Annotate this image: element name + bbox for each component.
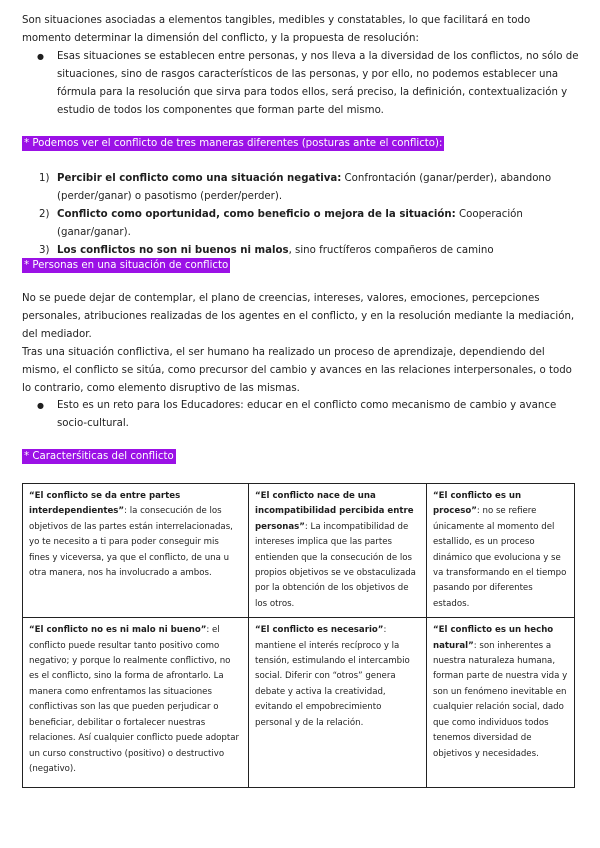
cell-text: : La incompatibilidad de intereses implica que las partes entienden que la consecución de los propios objetivos se ve obstaculizada por la obtención de los objetivos de los otros.: [255, 521, 416, 609]
posture-title: Percibir el conflicto como una situación negativa:: [57, 173, 342, 184]
table-cell: [23, 484, 249, 618]
table-cell: [23, 618, 249, 788]
paragraph-learning: Tras una situación conflictiva, el ser humano ha realizado un proceso de aprendizaje, dependiendo del mismo, el conflicto se sitúa, como precursor del cambio y avances en las relaciones interpersonales, o todo lo contrario, como elemento disruptivo de las mismas.: [22, 347, 572, 394]
cell-title: “El conflicto es necesario”: [255, 625, 384, 636]
section-heading-postures: * Podemos ver el conflicto de tres maneras diferentes (posturas ante el conflicto):: [24, 138, 443, 149]
cell-title: “El conflicto es un proceso”: [433, 491, 522, 517]
postures-list: [22, 170, 592, 260]
cell-title: “El conflicto se da entre partes interdependientes”: [29, 491, 181, 517]
bullet-item: ● Esto es un reto para los Educadores: educar en el conflicto como mecanismo de cambio y avance socio-cultural.: [22, 397, 582, 433]
table-cell: [427, 484, 575, 618]
bullet-list-educators: [22, 397, 582, 433]
characteristics-table: [22, 483, 575, 788]
cell-text: : mantiene el interés recíproco y la tensión, estimulando el intercambio social. Diferir con “otros” genera debate y activa la creatividad, evitando el empobrecimiento personal y de la relación.: [255, 625, 410, 728]
cell-text: : la consecución de los objetivos de las partes están interrelacionadas, yo te necesito a ti para poder conseguir mis fines y viceversa, ya que el conflicto, de una u otra manera, nos ha involucrado a ambos.: [29, 506, 233, 579]
posture-number: 1): [39, 173, 50, 184]
posture-text: Cooperación (ganar/ganar).: [57, 209, 523, 238]
bullet-item: ● Esas situaciones se establecen entre personas, y nos lleva a la diversidad de los conflictos, no sólo de situaciones, sino de rasgos característicos de las personas, y por ello, no podemos establecer una fórmula para la resolución que sirva para todos ellos, será preciso, la definición, contextualización y estudio de todos los componentes que forman parte del mismo.: [22, 48, 592, 120]
cell-title: “El conflicto no es ni malo ni bueno”: [29, 625, 207, 636]
cell-text: : son inherentes a nuestra naturaleza humana, forman parte de nuestra vida y son un fenómeno inevitable en cualquier relación social, dado que como individuos todos tenemos diversidad de objetivos y necesidades.: [433, 640, 568, 759]
table-cell: [249, 484, 427, 618]
cell-text: : no se refiere únicamente al momento del estallido, es un proceso dinámico que evoluciona y se va transformando en el tiempo pasando por diferentes estados.: [433, 506, 567, 609]
intro-paragraph: Son situaciones asociadas a elementos tangibles, medibles y constatables, lo que facilitará en todo momento determinar la dimensión del conflicto, y la propuesta de resolución:: [22, 15, 531, 44]
posture-number: 3): [39, 245, 50, 256]
table-cell: [427, 618, 575, 788]
table-row: [23, 484, 575, 618]
posture-title: Conflicto como oportunidad, como beneficio o mejora de la situación:: [57, 209, 456, 220]
posture-number: 2): [39, 209, 50, 220]
posture-text: Confrontación (ganar/perder), abandono (perder/ganar) o pasotismo (perder/perder).: [57, 173, 552, 202]
section-heading-persons: * Personas en una situación de conflicto: [24, 260, 229, 271]
posture-item: [22, 170, 592, 206]
cell-title: “El conflicto es un hecho natural”: [433, 625, 554, 651]
bullet-list-situations: [22, 48, 592, 120]
paragraph-beliefs: No se puede dejar de contemplar, el plano de creencias, intereses, valores, emociones, percepciones personales, atribuciones realizadas de los agentes en el conflicto, y en la resolución mediante la mediación, del mediador.: [22, 293, 575, 340]
posture-item: [22, 206, 592, 242]
table-row: [23, 618, 575, 788]
posture-text: , sino fructíferos compañeros de camino: [288, 245, 494, 256]
table-cell: [249, 618, 427, 788]
posture-title: Los conflictos no son ni buenos ni malos: [57, 245, 289, 256]
cell-text: : el conflicto puede resultar tanto positivo como negativo; y porque lo realmente conflictivo, no es el conflicto, sino la forma de afrontarlo. La manera como enfrentamos las situaciones conflictivas son las que pueden perjudicar o beneficiar, debilitar o fortalecer nuestras relaciones. Así cualquier conflicto puede adoptar un curso constructivo (positivo) o destructivo (negativo).: [29, 625, 240, 774]
section-heading-characteristics: * Caracterśiticas del conflicto: [24, 451, 174, 462]
cell-title: “El conflicto nace de una incompatibilidad percibida entre personas”: [255, 491, 414, 532]
